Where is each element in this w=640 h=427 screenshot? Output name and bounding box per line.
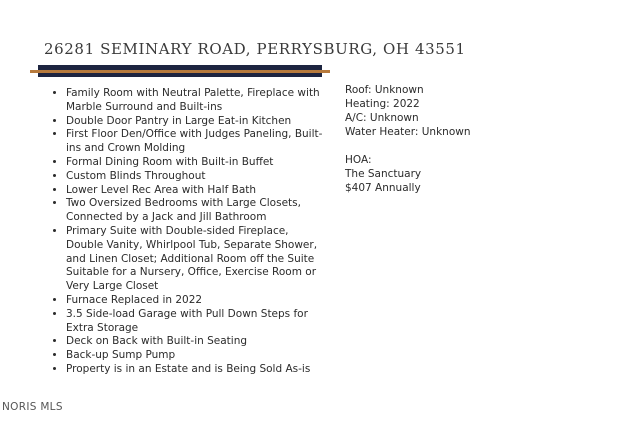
list-item: • Deck on Back with Built-in Seating xyxy=(66,335,326,349)
hoa-name: The Sanctuary xyxy=(345,168,422,180)
page-title: 26281 SEMINARY ROAD, PERRYSBURG, OH 43551 xyxy=(44,40,466,58)
hoa-label: HOA: xyxy=(345,154,372,166)
list-item: • Custom Blinds Throughout xyxy=(66,170,326,184)
list-item: • Two Oversized Bedrooms with Large Closets, Connected by a Jack and Jill Bathroom xyxy=(66,197,326,225)
spacer xyxy=(345,139,471,153)
ac-info: A/C: Unknown xyxy=(345,112,419,124)
roof-info: Roof: Unknown xyxy=(345,84,424,96)
list-item: • First Floor Den/Office with Judges Paneling, Built-ins and Crown Molding xyxy=(66,128,326,156)
list-item: • Formal Dining Room with Built-in Buffet xyxy=(66,156,326,170)
features-list xyxy=(56,87,326,377)
hoa-fee: $407 Annually xyxy=(345,182,421,194)
property-info xyxy=(345,83,471,195)
list-item: • 3.5 Side-load Garage with Pull Down Steps for Extra Storage xyxy=(66,308,326,336)
list-item: • Back-up Sump Pump xyxy=(66,349,326,363)
divider-gold xyxy=(30,70,330,73)
list-item: • Furnace Replaced in 2022 xyxy=(66,294,326,308)
list-item: • Property is in an Estate and is Being Sold As-is xyxy=(66,363,326,377)
heating-info: Heating: 2022 xyxy=(345,98,420,110)
mls-watermark: NORIS MLS xyxy=(2,401,63,413)
water-heater-info: Water Heater: Unknown xyxy=(345,126,471,138)
list-item: • Family Room with Neutral Palette, Fireplace with Marble Surround and Built-ins xyxy=(66,87,326,115)
list-item: • Primary Suite with Double-sided Fireplace, Double Vanity, Whirlpool Tub, Separate Shower, and Linen Closet; Additional Room off the Suite Suitable for a Nursery, Office, Exercise Room or Very Large Closet xyxy=(66,225,326,294)
list-item: • Lower Level Rec Area with Half Bath xyxy=(66,184,326,198)
list-item: • Double Door Pantry in Large Eat-in Kitchen xyxy=(66,115,326,129)
